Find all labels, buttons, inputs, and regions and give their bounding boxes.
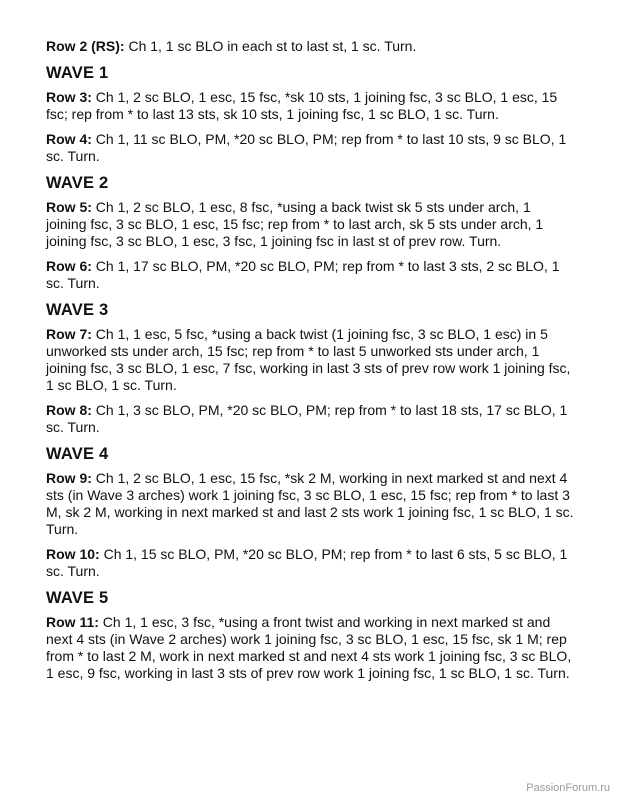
row-5-label: Row 5:: [46, 199, 92, 215]
row-9-text: Ch 1, 2 sc BLO, 1 esc, 15 fsc, *sk 2 M, working in next marked st and next 4 sts (in Wave 3 arches) work 1 joining fsc, 3 sc BLO, 1 esc, 15 fsc; rep from * to last 3 M, sk 2 M, working in next marked st and last 2 sts work 1 joining fsc, 1 sc BLO, 1 sc. Turn.: [46, 470, 574, 537]
row-4-text: Ch 1, 11 sc BLO, PM, *20 sc BLO, PM; rep from * to last 10 sts, 9 sc BLO, 1 sc. Turn.: [46, 131, 567, 164]
row-8-label: Row 8:: [46, 402, 92, 418]
row-11-instruction: [46, 614, 574, 682]
row-8-instruction: [46, 402, 574, 436]
row-7-label: Row 7:: [46, 326, 92, 342]
row-6-instruction: [46, 258, 574, 292]
row-2-text: Ch 1, 1 sc BLO in each st to last st, 1 sc. Turn.: [128, 38, 417, 54]
wave-1-heading: WAVE 1: [46, 64, 109, 82]
row-6-text: Ch 1, 17 sc BLO, PM, *20 sc BLO, PM; rep from * to last 3 sts, 2 sc BLO, 1 sc. Turn.: [46, 258, 560, 291]
row-4-instruction: [46, 131, 574, 165]
wave-3-heading: WAVE 3: [46, 301, 109, 319]
row-3-instruction: [46, 89, 574, 123]
row-7-instruction: [46, 326, 574, 394]
row-10-instruction: [46, 546, 574, 580]
row-7-text: Ch 1, 1 esc, 5 fsc, *using a back twist (1 joining fsc, 3 sc BLO, 1 esc) in 5 unworked sts under arch, 15 fsc; rep from * to last 5 unworked sts under arch, 1 joining fsc, 3 sc BLO, 1 esc, 7 fsc, working in last 3 sts of prev row work 1 joining fsc, 1 sc BLO, 1 sc. Turn.: [46, 326, 571, 393]
row-9-label: Row 9:: [46, 470, 92, 486]
row-2-instruction: [46, 38, 574, 55]
row-8-text: Ch 1, 3 sc BLO, PM, *20 sc BLO, PM; rep from * to last 18 sts, 17 sc BLO, 1 sc. Turn.: [46, 402, 568, 435]
row-10-label: Row 10:: [46, 546, 100, 562]
row-3-label: Row 3:: [46, 89, 92, 105]
row-4-label: Row 4:: [46, 131, 92, 147]
row-10-text: Ch 1, 15 sc BLO, PM, *20 sc BLO, PM; rep from * to last 6 sts, 5 sc BLO, 1 sc. Turn.: [46, 546, 568, 579]
row-11-text: Ch 1, 1 esc, 3 fsc, *using a front twist and working in next marked st and next 4 sts (in Wave 2 arches) work 1 joining fsc, 3 sc BLO, 1 esc, 15 fsc, sk 1 M; rep from * to last 2 M, work in next marked st and next 4 sts work 1 joining fsc, 3 sc BLO, 1 esc, 9 fsc, working in last 3 sts of prev row work 1 joining fsc, 1 sc BLO, 1 sc. Turn.: [46, 614, 572, 681]
row-9-instruction: [46, 470, 574, 538]
wave-5-heading: WAVE 5: [46, 589, 109, 607]
row-2-label: Row 2 (RS):: [46, 38, 125, 54]
pattern-page: [46, 38, 574, 690]
wave-4-heading: WAVE 4: [46, 445, 109, 463]
row-5-text: Ch 1, 2 sc BLO, 1 esc, 8 fsc, *using a back twist sk 5 sts under arch, 1 joining fsc, 3 sc BLO, 1 esc, 15 fsc; rep from * to last arch, sk 5 sts under arch, 1 joining fsc, 3 sc BLO, 1 esc, 3 fsc, 1 joining fsc in last st of prev row. Turn.: [46, 199, 544, 249]
row-11-label: Row 11:: [46, 614, 99, 630]
row-3-text: Ch 1, 2 sc BLO, 1 esc, 15 fsc, *sk 10 sts, 1 joining fsc, 3 sc BLO, 1 esc, 15 fsc; rep from * to last 13 sts, sk 10 sts, 1 joining fsc, 1 sc BLO, 1 sc. Turn.: [46, 89, 558, 122]
row-5-instruction: [46, 199, 574, 250]
wave-2-heading: WAVE 2: [46, 174, 109, 192]
site-watermark: PassionForum.ru: [526, 782, 610, 794]
row-6-label: Row 6:: [46, 258, 92, 274]
